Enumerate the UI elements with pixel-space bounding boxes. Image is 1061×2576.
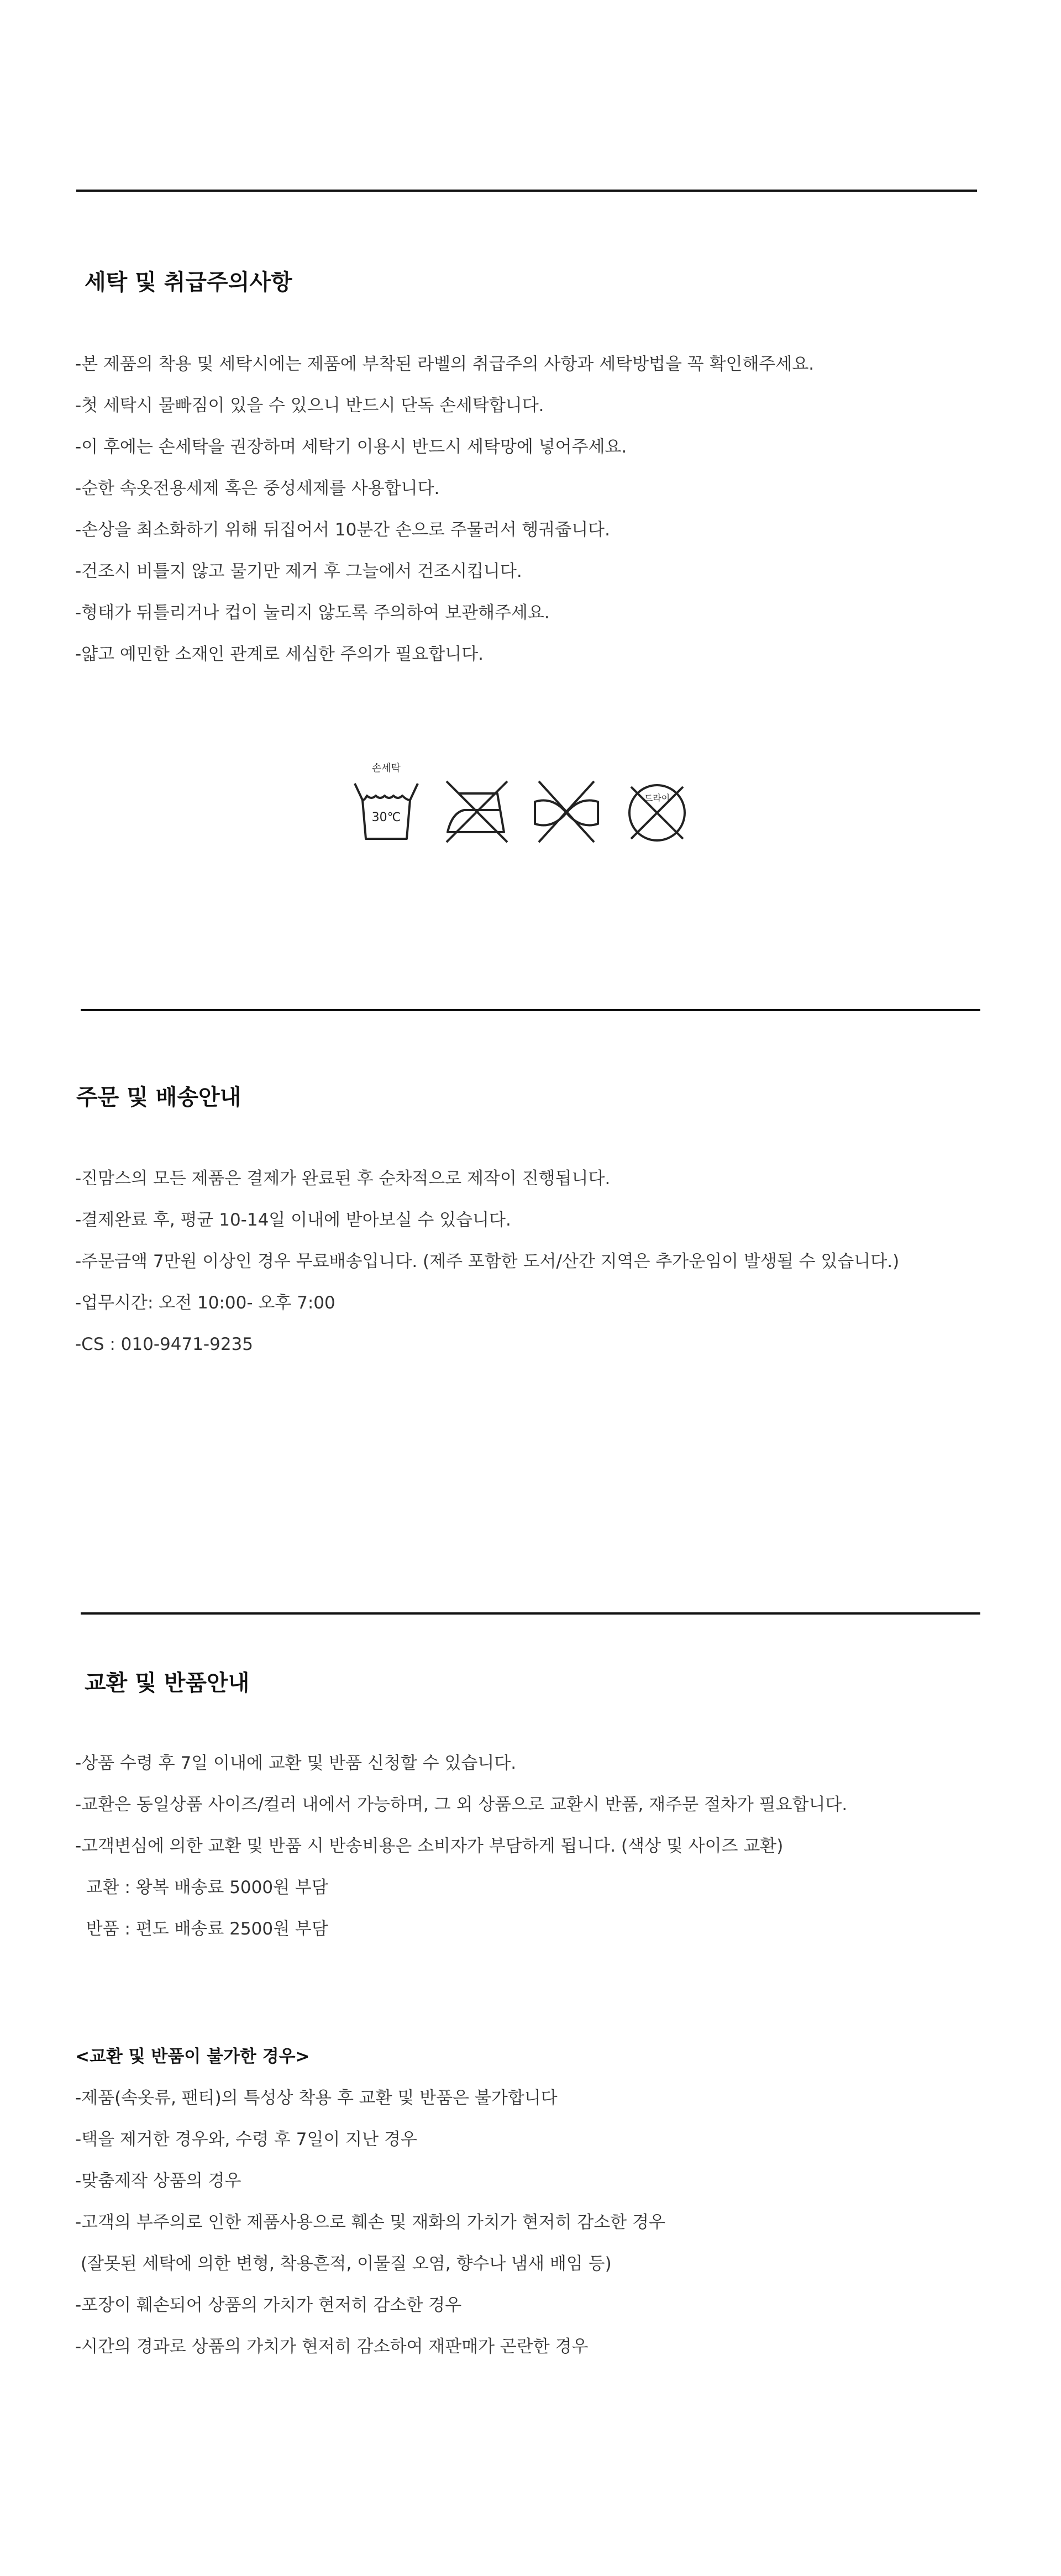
list-item: -진맘스의 모든 제품은 결제가 완료된 후 순차적으로 제작이 진행됩니다.	[75, 1169, 611, 1189]
list-item: -CS : 010-9471-9235	[75, 1334, 253, 1354]
list-item: -교환은 동일상품 사이즈/컬러 내에서 가능하며, 그 외 상품으로 교환시 반품, 재주문 절차가 필요합니다.	[75, 1795, 848, 1815]
list-item: -업무시간: 오전 10:00- 오후 7:00	[75, 1293, 335, 1313]
not-allowed-title: <교환 및 반품이 불가한 경우>	[75, 2047, 310, 2067]
no-wring-icon	[530, 777, 602, 849]
list-item: -고객변심에 의한 교환 및 반품 시 반송비용은 소비자가 부담하게 됩니다. (색상 및 사이즈 교환)	[75, 1836, 784, 1856]
list-item: -결제완료 후, 평균 10-14일 이내에 받아보실 수 있습니다.	[75, 1210, 511, 1230]
hand-wash-label: 손세탁	[371, 763, 401, 774]
shipping-info-list	[75, 1158, 899, 1365]
list-item: -이 후에는 손세탁을 권장하며 세탁기 이용시 반드시 세탁망에 넣어주세요.	[75, 437, 627, 457]
exchange-section-title: 교환 및 반품안내	[85, 1670, 250, 1696]
hand-wash-temperature: 30℃	[371, 811, 401, 824]
no-dry-clean-icon	[621, 777, 693, 849]
exchange-info-list	[75, 1743, 847, 1950]
list-item: (잘못된 세탁에 의한 변형, 착용흔적, 이물질 오염, 향수나 냄새 배임 등)	[75, 2254, 612, 2274]
shipping-section-title: 주문 및 배송안내	[76, 1085, 241, 1110]
divider-line	[81, 1009, 980, 1011]
divider-line	[76, 190, 977, 192]
list-item: 반품 : 편도 배송료 2500원 부담	[75, 1919, 328, 1939]
list-item: -본 제품의 착용 및 세탁시에는 제품에 부착된 라벨의 취급주의 사항과 세탁방법을 꼭 확인해주세요.	[75, 354, 815, 374]
washing-section-title: 세탁 및 취급주의사항	[85, 270, 292, 295]
no-iron-icon	[442, 777, 514, 849]
divider-line	[81, 1612, 980, 1615]
dry-clean-label: 드라이	[644, 793, 670, 803]
list-item: -제품(속옷류, 팬티)의 특성상 착용 후 교환 및 반품은 불가합니다	[75, 2088, 558, 2108]
list-item: -첫 세탁시 물빠짐이 있을 수 있으니 반드시 단독 손세탁합니다.	[75, 396, 544, 416]
list-item: -순한 속옷전용세제 혹은 중성세제를 사용합니다.	[75, 479, 440, 498]
list-item: -맞춤제작 상품의 경우	[75, 2171, 241, 2191]
list-item: -형태가 뒤틀리거나 컵이 눌리지 않도록 주의하여 보관해주세요.	[75, 603, 550, 623]
list-item: 교환 : 왕복 배송료 5000원 부담	[75, 1878, 328, 1897]
hand-wash-icon	[350, 761, 422, 844]
list-item: -택을 제거한 경우와, 수령 후 7일이 지난 경우	[75, 2130, 417, 2149]
list-item: -손상을 최소화하기 위해 뒤집어서 10분간 손으로 주물러서 헹궈줍니다.	[75, 520, 610, 540]
care-symbols	[350, 761, 693, 844]
list-item: -시간의 경과로 상품의 가치가 현저히 감소하여 재판매가 곤란한 경우	[75, 2337, 589, 2357]
not-allowed-list	[75, 2078, 665, 2368]
list-item: -주문금액 7만원 이상인 경우 무료배송입니다. (제주 포함한 도서/산간 지역은 추가운임이 발생될 수 있습니다.)	[75, 1252, 900, 1271]
list-item: -상품 수령 후 7일 이내에 교환 및 반품 신청할 수 있습니다.	[75, 1753, 517, 1773]
list-item: -고객의 부주의로 인한 제품사용으로 훼손 및 재화의 가치가 현저히 감소한 경우	[75, 2212, 665, 2232]
list-item: -포장이 훼손되어 상품의 가치가 현저히 감소한 경우	[75, 2295, 462, 2315]
washing-instructions-list	[75, 344, 814, 675]
list-item: -건조시 비틀지 않고 물기만 제거 후 그늘에서 건조시킵니다.	[75, 561, 522, 581]
list-item: -얇고 예민한 소재인 관계로 세심한 주의가 필요합니다.	[75, 644, 484, 664]
